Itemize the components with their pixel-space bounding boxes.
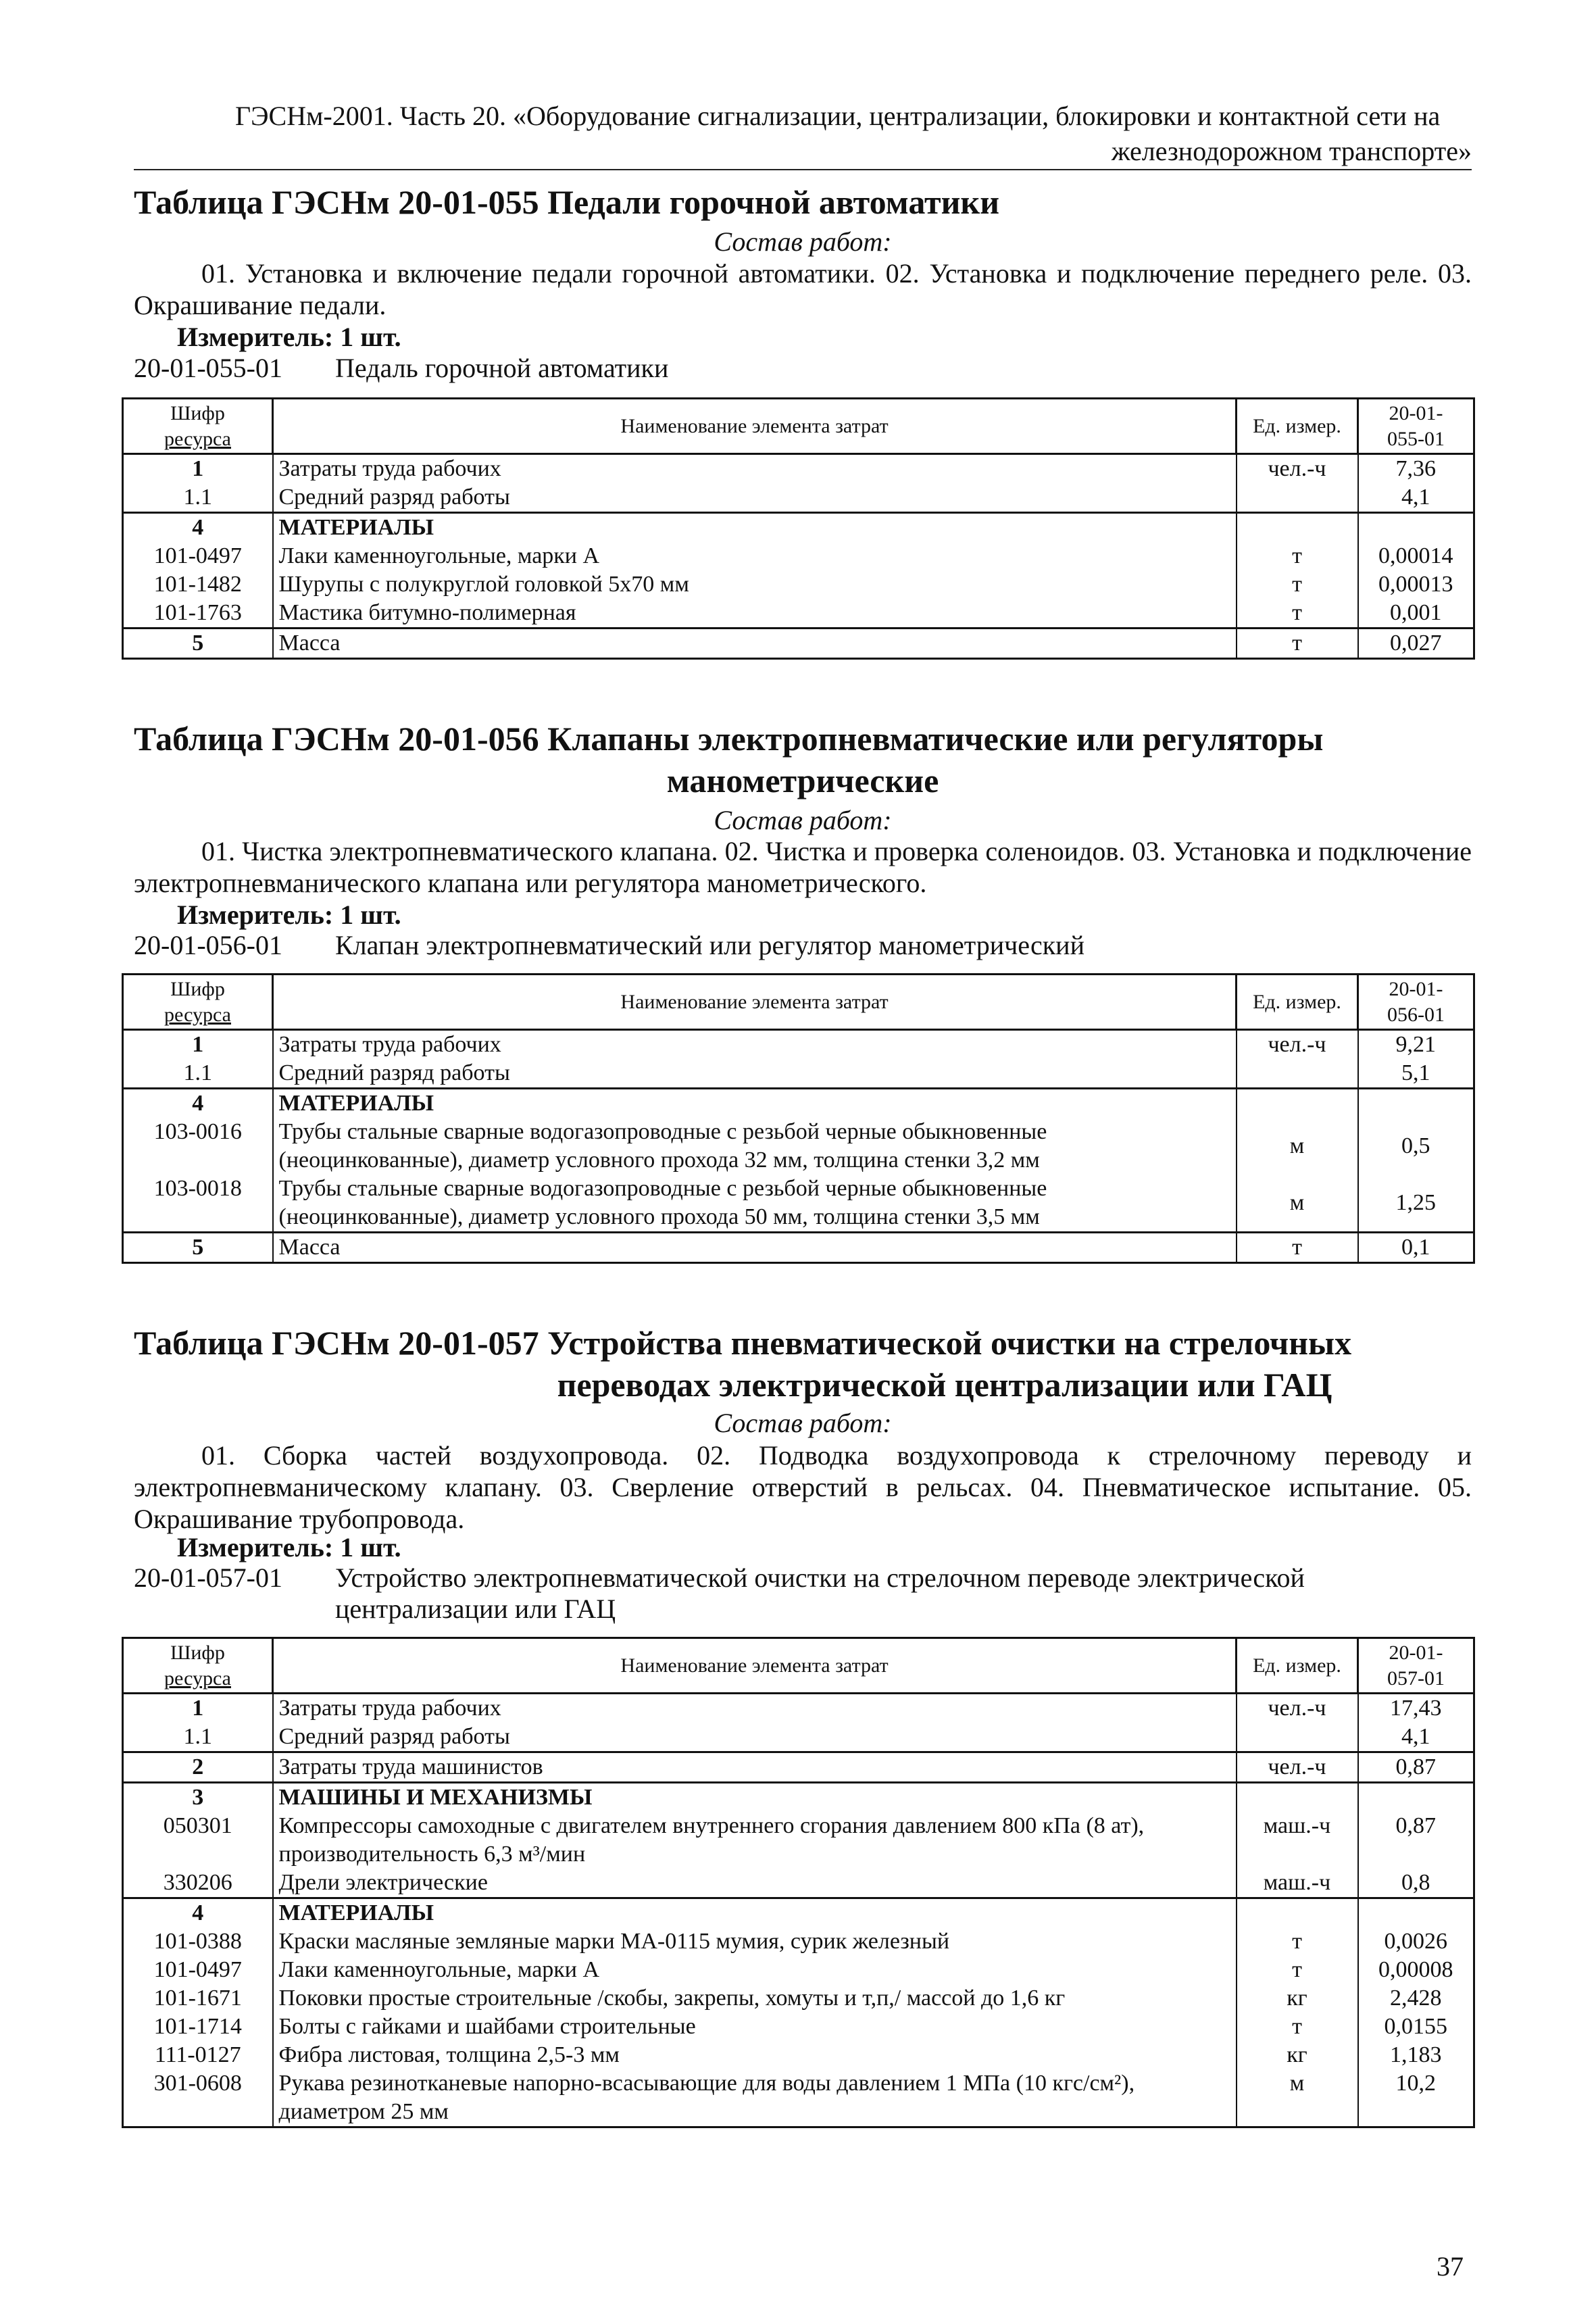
col-header-name: Наименование элемента затрат bbox=[273, 975, 1237, 1030]
running-header bbox=[134, 99, 1472, 169]
col-header-norm: 20-01- 057-01 bbox=[1358, 1638, 1474, 1694]
work-description: 01. Чистка электропневматического клапана. 02. Чистка и проверка соленоидов. 03. Установка и подключение электропневманического клапана или регулятора манометрического. bbox=[134, 836, 1472, 898]
col-header-code: Шифр ресурса bbox=[123, 975, 273, 1030]
table-row: 101-1714 Болты с гайками и шайбами строительные т 0,0155 bbox=[123, 2013, 1474, 2041]
col-header-unit: Ед. измер. bbox=[1237, 399, 1358, 454]
composition-label: Состав работ: bbox=[714, 1408, 892, 1438]
table-row: 111-0127 Фибра листовая, толщина 2,5-3 мм кг 1,183 bbox=[123, 2041, 1474, 2069]
col-header-name: Наименование элемента затрат bbox=[273, 399, 1237, 454]
running-header-line-1: ГЭСНм-2001. Часть 20. «Оборудование сигнализации, централизации, блокировки и контактной сети на bbox=[235, 101, 1441, 131]
table-row: 1.1 Средний разряд работы 4,1 bbox=[123, 483, 1474, 513]
table-row: 4 МАТЕРИАЛЫ bbox=[123, 1089, 1474, 1118]
section-title bbox=[134, 718, 1472, 802]
table-row: 330206 Дрели электрические маш.-ч 0,8 bbox=[123, 1869, 1474, 1898]
col-header-norm: 20-01- 055-01 bbox=[1358, 399, 1474, 454]
table-header-row bbox=[123, 1638, 1474, 1694]
table-row: 101-1671 Поковки простые строительные /скобы, закрепы, хомуты и т,п,/ массой до 1,6 кг кг 2,428 bbox=[123, 1984, 1474, 2013]
table-row: 101-0497 Лаки каменноугольные, марки А т 0,00014 bbox=[123, 542, 1474, 570]
header-rule bbox=[134, 169, 1472, 170]
norm-code: 20-01-057-01 bbox=[134, 1562, 282, 1593]
table-row: 4 МАТЕРИАЛЫ bbox=[123, 513, 1474, 543]
table-header-row bbox=[123, 975, 1474, 1030]
norm-name: Устройство электропневматической очистки на стрелочном переводе электрической централизации или ГАЦ bbox=[335, 1562, 1305, 1624]
col-header-norm: 20-01- 056-01 bbox=[1358, 975, 1474, 1030]
norm-code: 20-01-055-01 bbox=[134, 353, 282, 383]
norm-name: Педаль горочной автоматики bbox=[335, 353, 669, 383]
page-number: 37 bbox=[1437, 2251, 1464, 2282]
table-row: 103-0018 Трубы стальные сварные водогазопроводные с резьбой черные обыкновенные (неоцинкованные), диаметр условного прохода 50 мм, толщина стенки 3,5 мм м 1,25 bbox=[123, 1175, 1474, 1233]
work-description: 01. Установка и включение педали горочной автоматики. 02. Установка и подключение переднего реле. 03. Окрашивание педали. bbox=[134, 258, 1472, 320]
table-row: 1.1 Средний разряд работы 4,1 bbox=[123, 1723, 1474, 1752]
table-row: 050301 Компрессоры самоходные с двигателем внутреннего сгорания давлением 800 кПа (8 ат), производительность 6,3 м³/мин маш.-ч 0,87 bbox=[123, 1812, 1474, 1869]
table-row: 3 МАШИНЫ И МЕХАНИЗМЫ bbox=[123, 1783, 1474, 1813]
section-title bbox=[134, 181, 1472, 223]
table-row: 2 Затраты труда машинистов чел.-ч 0,87 bbox=[123, 1752, 1474, 1783]
table-row: 103-0016 Трубы стальные сварные водогазопроводные с резьбой черные обыкновенные (неоцинкованные), диаметр условного прохода 32 мм, толщина стенки 3,2 мм м 0,5 bbox=[123, 1118, 1474, 1175]
table-row: 5 Масса т 0,1 bbox=[123, 1233, 1474, 1263]
norm-code: 20-01-056-01 bbox=[134, 930, 282, 960]
col-header-code: Шифр ресурса bbox=[123, 1638, 273, 1694]
section-title-line-2: манометрические bbox=[666, 762, 939, 799]
section-title-line-1: Таблица ГЭСНм 20-01-055 Педали горочной автоматики bbox=[134, 183, 1000, 221]
table-row: 1.1 Средний разряд работы 5,1 bbox=[123, 1059, 1474, 1089]
composition-label: Состав работ: bbox=[714, 805, 892, 835]
measure-unit: Измеритель: 1 шт. bbox=[177, 322, 401, 352]
measure-unit: Измеритель: 1 шт. bbox=[177, 900, 401, 930]
section-title-line-1: Таблица ГЭСНм 20-01-057 Устройства пневматической очистки на стрелочных bbox=[134, 1324, 1352, 1362]
composition-label: Состав работ: bbox=[714, 226, 892, 257]
col-header-name: Наименование элемента затрат bbox=[273, 1638, 1237, 1694]
table-row: 101-1763 Мастика битумно-полимерная т 0,001 bbox=[123, 599, 1474, 629]
table-header-row bbox=[123, 399, 1474, 454]
table-row: 5 Масса т 0,027 bbox=[123, 629, 1474, 659]
section-title-line-1: Таблица ГЭСНм 20-01-056 Клапаны электропневматические или регуляторы bbox=[134, 720, 1324, 758]
resource-table bbox=[122, 1637, 1475, 2128]
norm-name: Клапан электропневматический или регулятор манометрический bbox=[335, 930, 1084, 960]
table-row: 301-0608 Рукава резинотканевые напорно-всасывающие для воды давлением 1 МПа (10 кгс/см²), диаметром 25 мм м 10,2 bbox=[123, 2069, 1474, 2127]
section-title-line-2: переводах электрической централизации или ГАЦ bbox=[557, 1366, 1332, 1404]
table-row: 101-1482 Шурупы с полукруглой головкой 5х70 мм т 0,00013 bbox=[123, 570, 1474, 599]
measure-unit: Измеритель: 1 шт. bbox=[177, 1532, 401, 1562]
table-row: 4 МАТЕРИАЛЫ bbox=[123, 1898, 1474, 1928]
running-header-line-2: железнодорожном транспорте» bbox=[1111, 136, 1472, 166]
resource-table bbox=[122, 397, 1475, 660]
table-row: 1 Затраты труда рабочих чел.-ч 9,21 bbox=[123, 1030, 1474, 1060]
table-row: 101-0497 Лаки каменноугольные, марки А т 0,00008 bbox=[123, 1956, 1474, 1984]
table-row: 1 Затраты труда рабочих чел.-ч 17,43 bbox=[123, 1694, 1474, 1723]
resource-table bbox=[122, 973, 1475, 1264]
col-header-unit: Ед. измер. bbox=[1237, 975, 1358, 1030]
table-row: 1 Затраты труда рабочих чел.-ч 7,36 bbox=[123, 454, 1474, 484]
table-row: 101-0388 Краски масляные земляные марки МА-0115 мумия, сурик железный т 0,0026 bbox=[123, 1927, 1474, 1956]
section-title bbox=[134, 1322, 1472, 1406]
col-header-unit: Ед. измер. bbox=[1237, 1638, 1358, 1694]
col-header-code: Шифр ресурса bbox=[123, 399, 273, 454]
work-description: 01. Сборка частей воздухопровода. 02. Подводка воздухопровода к стрелочному переводу и электропневманическому клапану. 03. Сверление отверстий в рельсах. 04. Пневматическое испытание. 05. Окрашивание трубопровода. bbox=[134, 1440, 1472, 1534]
